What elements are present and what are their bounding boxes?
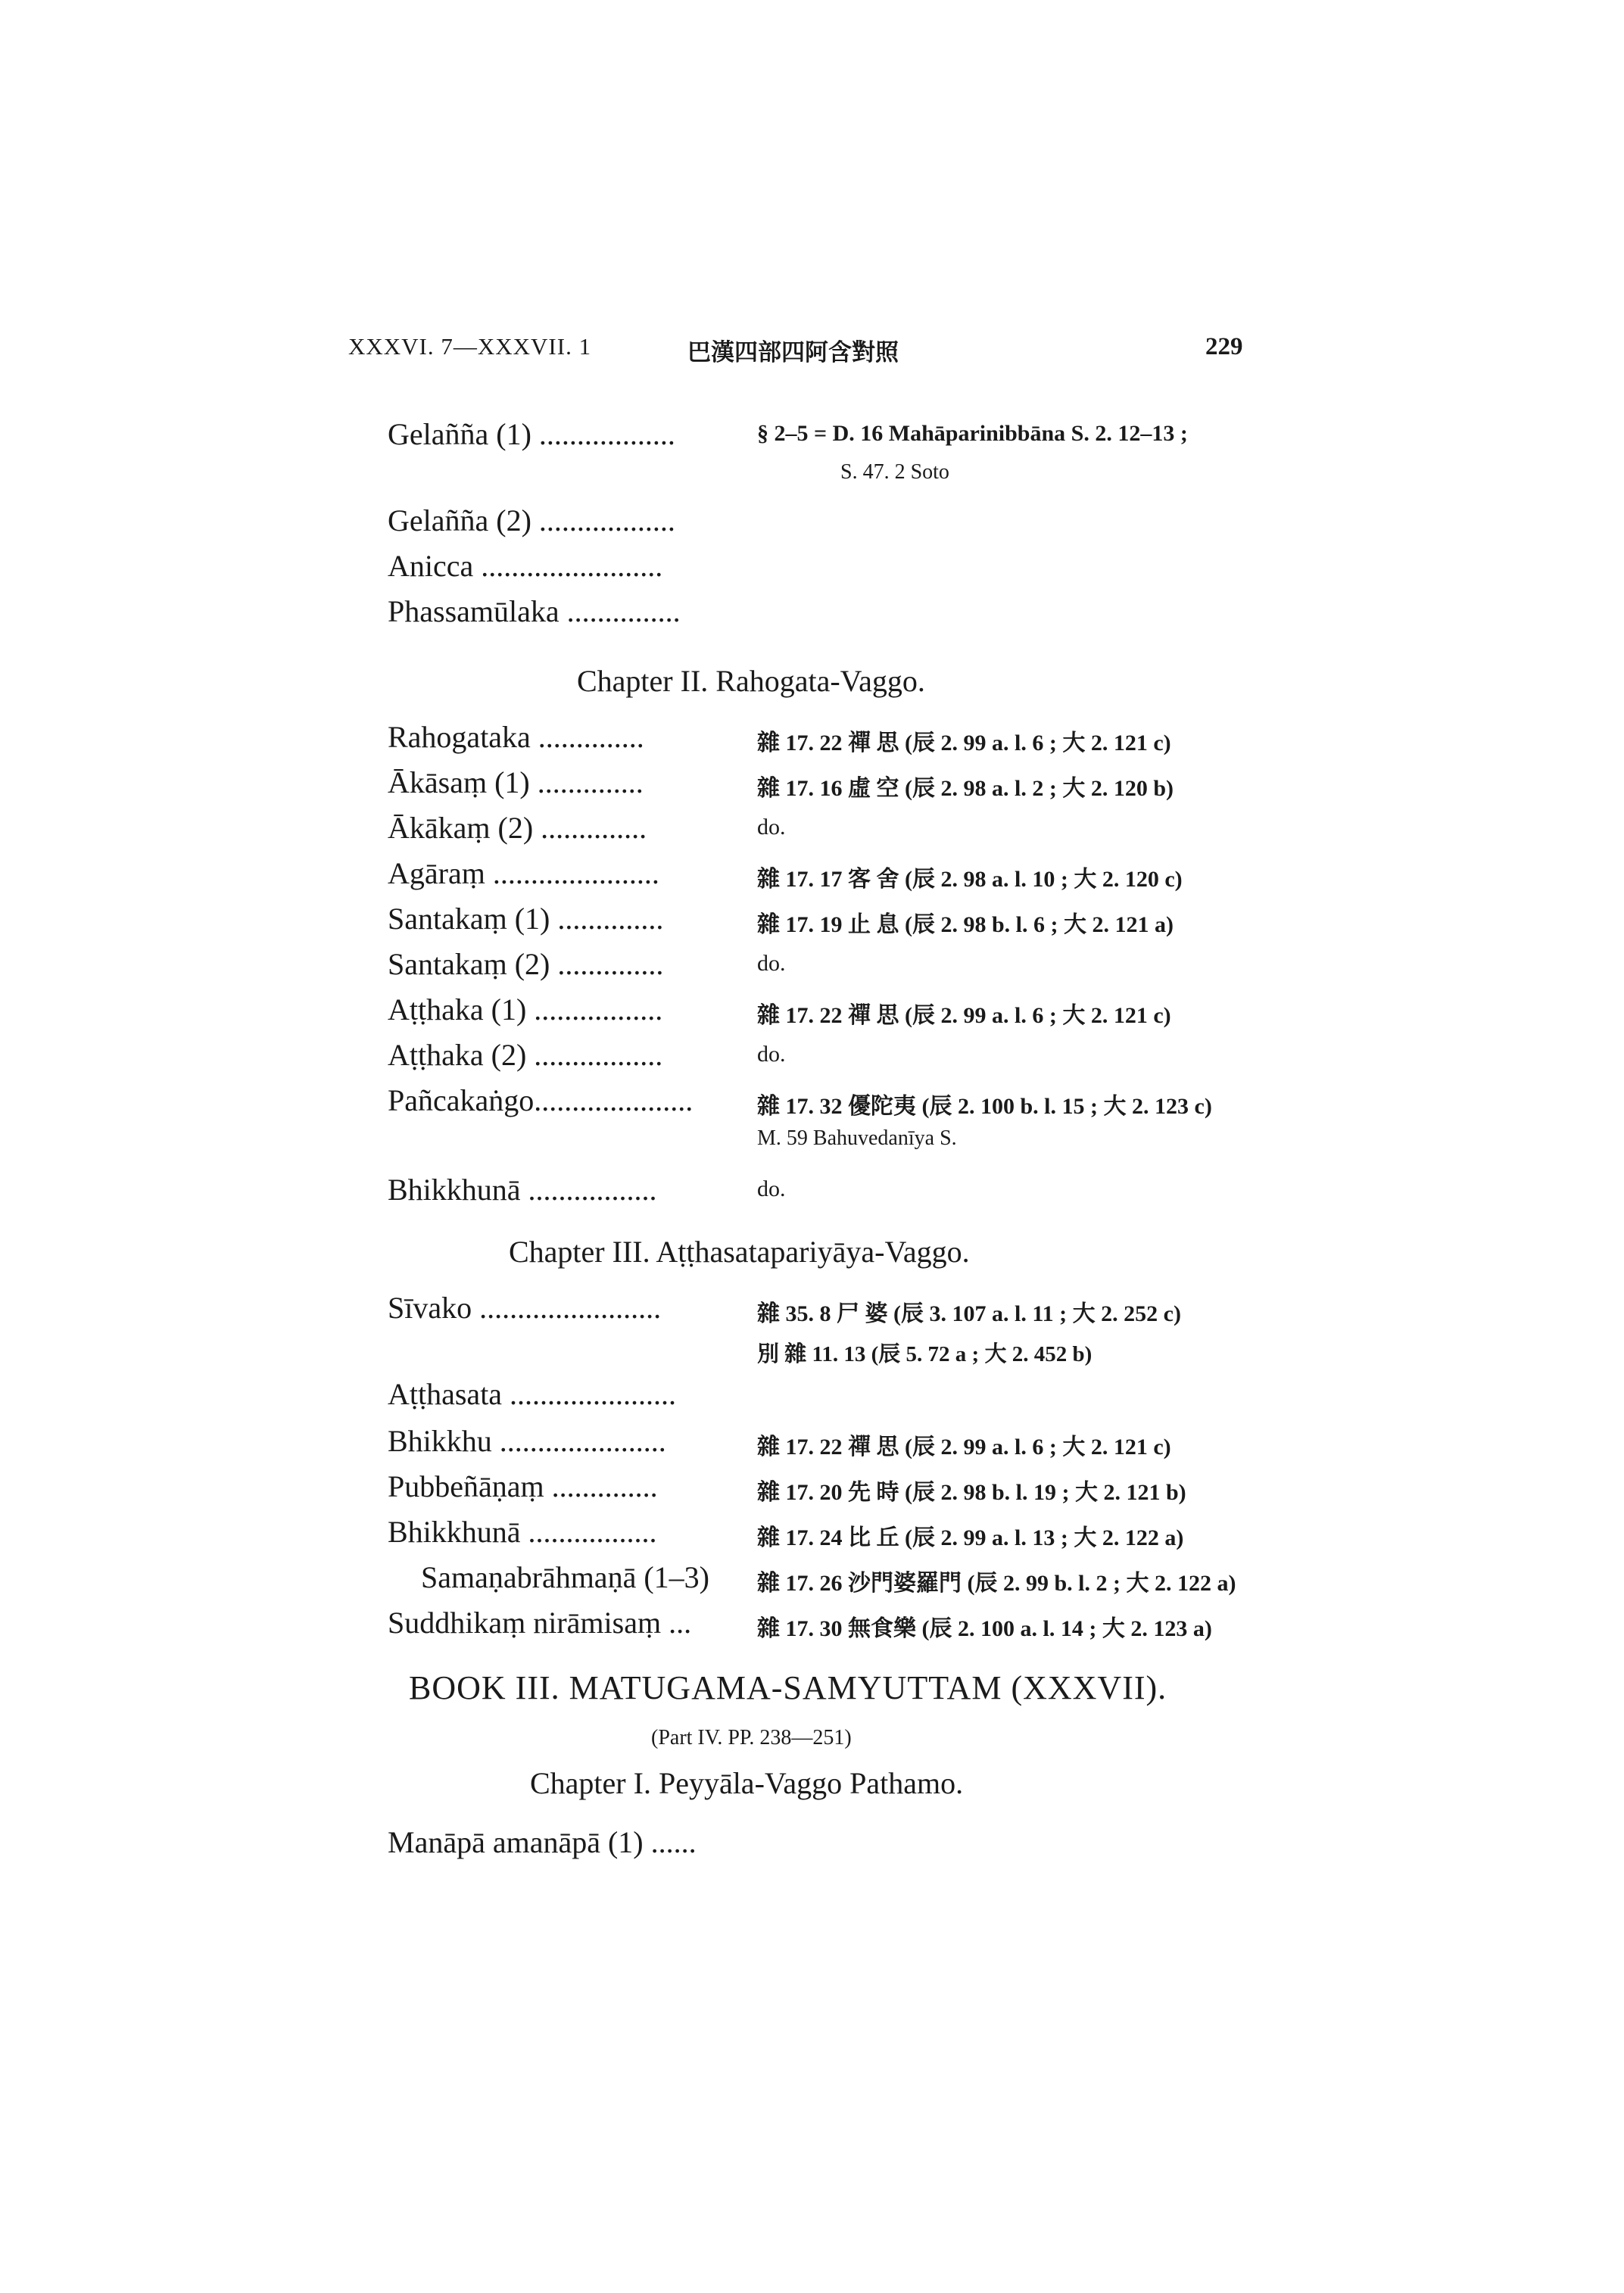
entry-reference: 雜 17. 22 禪 思 (辰 2. 99 a. l. 6 ; 大 2. 121 c) bbox=[757, 1435, 1171, 1460]
entry-reference: 雜 17. 19 止 息 (辰 2. 98 b. l. 6 ; 大 2. 121 a) bbox=[757, 912, 1174, 937]
entry-title: Manāpā amanāpā (1) ...... bbox=[388, 1825, 697, 1859]
entry-title: Pañcakaṅgo..................... bbox=[388, 1083, 694, 1117]
entry-title: Bhikkhunā ................. bbox=[388, 1515, 657, 1549]
entry-reference: § 2–5 = D. 16 Mahāparinibbāna S. 2. 12–13 ; bbox=[757, 421, 1188, 446]
entry-reference: 雜 17. 20 先 時 (辰 2. 98 b. l. 19 ; 大 2. 121 b) bbox=[757, 1480, 1186, 1505]
entry-subreference: M. 59 Bahuvedanīya S. bbox=[757, 1126, 957, 1150]
entry-subreference: S. 47. 2 Soto bbox=[840, 460, 949, 484]
entry-title: Bhikkhunā ................. bbox=[388, 1173, 657, 1207]
entry-reference: 雜 17. 32 優陀夷 (辰 2. 100 b. l. 15 ; 大 2. 123 c) bbox=[757, 1094, 1212, 1119]
entry-title: Gelañña (2) .................. bbox=[388, 503, 675, 537]
chapter-heading: Chapter II. Rahogata-Vaggo. bbox=[577, 664, 925, 698]
entry-reference: do. bbox=[757, 951, 786, 976]
page-number: 229 bbox=[1205, 333, 1243, 360]
entry-reference: 雜 17. 17 客 舍 (辰 2. 98 a. l. 10 ; 大 2. 120 c) bbox=[757, 867, 1183, 892]
entry-title: Gelañña (1) .................. bbox=[388, 417, 675, 451]
entry-title: Phassamūlaka ............... bbox=[388, 594, 681, 628]
entry-title: Samaṇabrāhmaṇā (1–3) bbox=[421, 1560, 709, 1594]
entry-title: Ākāsaṃ (1) .............. bbox=[388, 765, 644, 799]
entry-title: Aṭṭhaka (2) ................. bbox=[388, 1038, 663, 1072]
entry-title: Ākākaṃ (2) .............. bbox=[388, 811, 647, 845]
entry-title: Sīvako ........................ bbox=[388, 1291, 662, 1325]
entry-title: Aṭṭhasata ...................... bbox=[388, 1377, 677, 1411]
entry-reference: 雜 35. 8 尸 婆 (辰 3. 107 a. l. 11 ; 大 2. 252 c) bbox=[757, 1301, 1181, 1326]
entry-subreference: 別 雜 11. 13 (辰 5. 72 a ; 大 2. 452 b) bbox=[757, 1342, 1093, 1366]
running-header-range: XXXVI. 7—XXXVII. 1 bbox=[348, 333, 592, 360]
chapter-heading: Chapter I. Peyyāla-Vaggo Pathamo. bbox=[530, 1766, 964, 1800]
entry-reference: do. bbox=[757, 1042, 786, 1067]
entry-title: Aṭṭhaka (1) ................. bbox=[388, 992, 663, 1027]
entry-title: Anicca ........................ bbox=[388, 549, 663, 583]
entry-title: Pubbeñāṇaṃ .............. bbox=[388, 1469, 658, 1503]
entry-title: Santakaṃ (1) .............. bbox=[388, 902, 664, 936]
entry-title: Rahogataka .............. bbox=[388, 720, 644, 754]
entry-title: Suddhikaṃ nirāmisaṃ ... bbox=[388, 1606, 692, 1640]
entry-reference: 雜 17. 22 禪 思 (辰 2. 99 a. l. 6 ; 大 2. 121 c) bbox=[757, 1003, 1171, 1028]
entry-reference: 雜 17. 30 無食樂 (辰 2. 100 a. l. 14 ; 大 2. 123 a) bbox=[757, 1616, 1212, 1641]
running-header-title: 巴漢四部四阿含對照 bbox=[687, 339, 899, 366]
entry-reference: 雜 17. 26 沙門婆羅門 (辰 2. 99 b. l. 2 ; 大 2. 122 a) bbox=[757, 1571, 1236, 1596]
entry-reference: 雜 17. 24 比 丘 (辰 2. 99 a. l. 13 ; 大 2. 122 a) bbox=[757, 1525, 1184, 1550]
entry-reference: do. bbox=[757, 1176, 786, 1201]
entry-reference: 雜 17. 22 禪 思 (辰 2. 99 a. l. 6 ; 大 2. 121 c) bbox=[757, 731, 1171, 756]
entry-reference: 雜 17. 16 虛 空 (辰 2. 98 a. l. 2 ; 大 2. 120 b) bbox=[757, 776, 1174, 801]
entry-title: Santakaṃ (2) .............. bbox=[388, 947, 664, 981]
entry-title: Bhikkhu ...................... bbox=[388, 1424, 666, 1458]
entry-reference: do. bbox=[757, 815, 786, 840]
entry-title: Agāraṃ ...................... bbox=[388, 856, 659, 890]
book-heading: BOOK III. MATUGAMA-SAMYUTTAM (XXXVII). bbox=[409, 1669, 1167, 1706]
chapter-heading: Chapter III. Aṭṭhasatapariyāya-Vaggo. bbox=[509, 1235, 970, 1269]
part-reference: (Part IV. PP. 238—251) bbox=[651, 1726, 852, 1749]
